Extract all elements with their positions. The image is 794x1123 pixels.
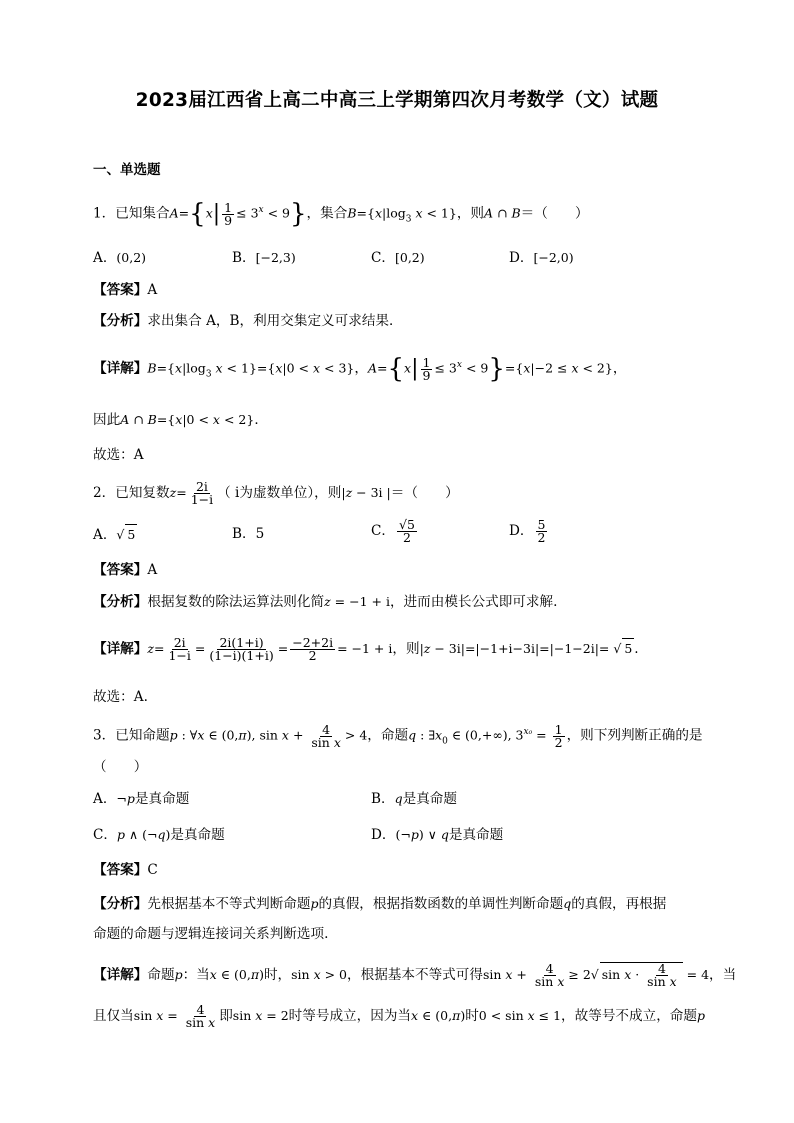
q1-choose: 故选：A bbox=[93, 447, 144, 463]
q3-answer: 【答案】C bbox=[93, 862, 158, 878]
math-set-a: A bbox=[169, 205, 179, 221]
q2-option-c: C． $\frac{√5}{2}$ bbox=[371, 517, 415, 545]
q3-option-b: B．q是真命题 bbox=[371, 791, 457, 807]
q1-conclusion: 因此A ∩ B={x|0 < x < 2}． bbox=[93, 412, 268, 428]
q3-detail-line1: 【详解】命题p：当x ∈ (0,π)时，sin x > 0，根据基本不等式可得sin x + $\frac{4}{\text{sin x}}$ ≥ 2√ sin x · $\frac{4}{\text{sin x}}$ = 4，当 bbox=[93, 961, 737, 989]
q3-analysis-line1: 【分析】先根据基本不等式判断命题p的真假，根据指数函数的单调性判断命题q的真假，再根据 bbox=[93, 896, 667, 912]
q1-option-d: D．[−2,0) bbox=[509, 250, 574, 266]
q1-detail: 【详解】$B=\{x|\log_3$ x < 1}={x|0 < x < 3}，A={x| $\frac{1}{9}$ ≤ $3^x < 9\}=\{x|-2 \le x < 2\}$， bbox=[93, 354, 627, 385]
q2-analysis: 【分析】根据复数的除法运算法则化简z = −1 + i，进而由模长公式即可求解. bbox=[93, 594, 558, 610]
q2-detail: 【详解】z= $\frac{2i}{1-i}$ = $\frac{2i(1+i)}{(1-i)(1+i)}$ = $\frac{-2+2i}{2}$ = −1 + i，则|z − 3i|=|−1+i−3i|=|−1−2i|= √ 5 . bbox=[93, 635, 639, 663]
q3-option-d: D．(¬p) ∨ q是真命题 bbox=[371, 827, 504, 843]
question-3-stem: 3．已知命题p : ∀x ∈ (0,π), sin x + $\frac{4}{\text{sin x}}$ > 4，命题q : $\exists x_0$ ∈ (0,+∞), $3^{x_0}$ = $\frac{1}{2}$ ，则下列判断正确的是 bbox=[93, 721, 703, 750]
q3-option-a: A．¬p是真命题 bbox=[93, 791, 190, 807]
q2-answer: 【答案】A bbox=[93, 562, 158, 578]
q1-option-a: A．(0,2) bbox=[93, 250, 147, 266]
q1-analysis: 【分析】求出集合 A，B，利用交集定义可求结果． bbox=[93, 313, 403, 329]
q2-choose: 故选：A. bbox=[93, 689, 148, 705]
question-2-stem: 2．已知复数z= $\frac{2i}{1-i}$ （ i为虚数单位），则|z − 3i |＝（ ） bbox=[93, 479, 459, 507]
q1-option-b: B．[−2,3) bbox=[232, 250, 296, 266]
q2-option-d: D． $\frac{5}{2}$ bbox=[509, 517, 546, 545]
q1-answer: 【答案】A bbox=[93, 282, 158, 298]
q3-option-c: C．p ∧ (¬q)是真命题 bbox=[93, 827, 225, 843]
q2-option-b: B．5 bbox=[232, 526, 265, 542]
q3-paren: （ ） bbox=[93, 759, 148, 775]
page-title: 2023届江西省上高二中高三上学期第四次月考数学（文）试题 bbox=[135, 90, 659, 111]
q1-option-c: C．[0,2) bbox=[371, 250, 425, 266]
question-1-stem: 1．已知集合A={x| $\frac{1}{9}$ ≤ $3^x < 9$}，集合$B=\{x|\log_3$ x < 1}，则A ∩ B＝（ ） bbox=[93, 199, 589, 230]
q2-option-a: A．√ 5 bbox=[93, 524, 137, 545]
section-heading: 一、单选题 bbox=[93, 162, 161, 178]
q3-detail-line2: 且仅当sin x = $\frac{4}{\text{sin x}}$ 即sin x = 2时等号成立，因为当x ∈ (0,π)时0 < sin x ≤ 1，故等号不成立，命题p bbox=[93, 1002, 705, 1030]
q3-analysis-line2: 命题的命题与逻辑连接词关系判断选项. bbox=[93, 926, 329, 942]
